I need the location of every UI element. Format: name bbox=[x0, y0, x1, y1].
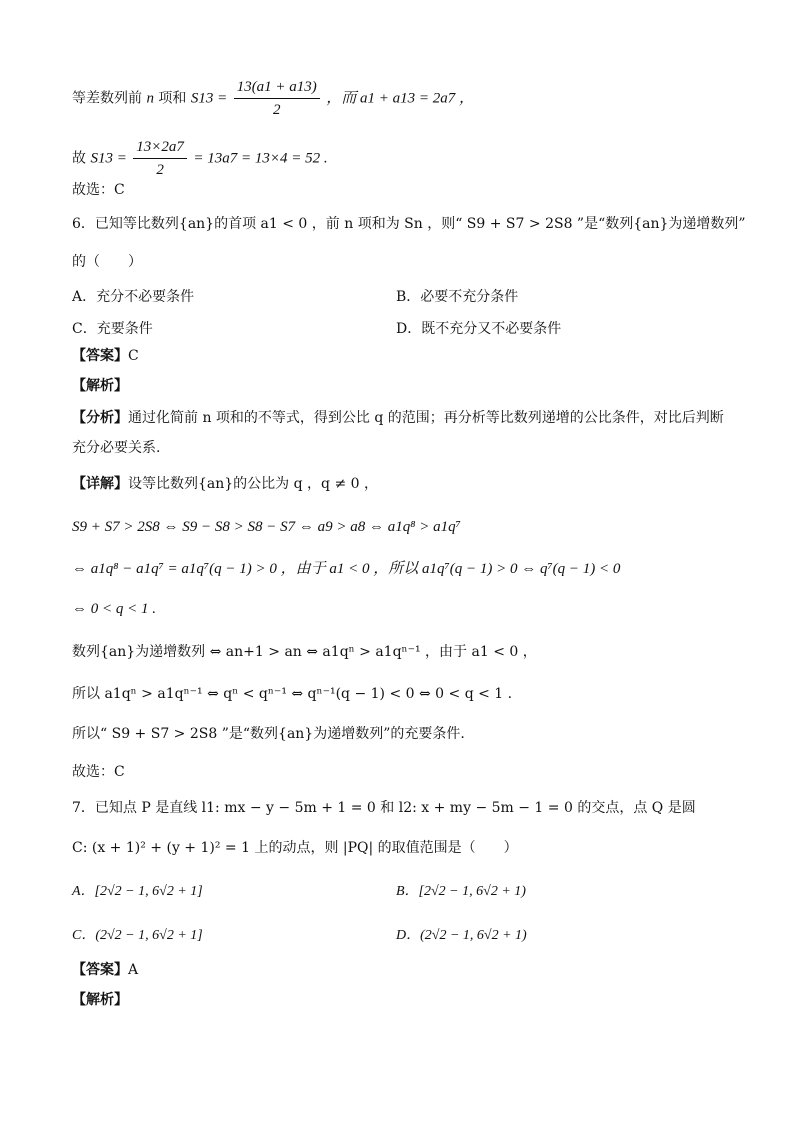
q6-equation-6: 所以“ S9 + S7 > 2S8 ”是“数列{an}为递增数列”的充要条件. bbox=[72, 726, 465, 742]
q7-answer: 【答案】A bbox=[72, 962, 139, 978]
q6-answer: 【答案】C bbox=[72, 348, 139, 364]
q7-option-a: A．[2√2 − 1, 6√2 + 1] bbox=[72, 884, 203, 899]
q6-equation-4: 数列{an}为递增数列 ⇔ an+1 > an ⇔ a1qⁿ > a1qⁿ⁻¹ ，由于 a1 < 0 ， bbox=[72, 644, 537, 660]
q6-fenxi-line-2: 充分必要关系. bbox=[72, 440, 161, 456]
choose-line: 故选：C bbox=[72, 182, 125, 198]
q6-equation-2: ⇔ a1q⁸ − a1q⁷ = a1q⁷(q − 1) > 0 ，由于 a1 < 0 ，所以 a1q⁷(q − 1) > 0 ⇔ q⁷(q − 1) < 0 bbox=[72, 561, 621, 577]
q6-option-d: D．既不充分又不必要条件 bbox=[396, 321, 562, 337]
derivation-line-1: 等差数列前 n 项和 S13 = $\frac{13(a1 + a13)}{2}$ ，而 a1 + a13 = 2a7 ， bbox=[72, 79, 475, 118]
q7-stem-line-2: C: (x + 1)² + (y + 1)² = 1 上的动点，则 |PQ| 的取值范围是（ ） bbox=[72, 840, 518, 856]
q6-detail-line: 【详解】设等比数列{an}的公比为 q ，q ≠ 0 ， bbox=[72, 476, 378, 492]
fraction: $\frac{13\times 2a7}{2}$ bbox=[133, 138, 187, 179]
q6-option-a: A．充分不必要条件 bbox=[72, 289, 195, 305]
q6-analysis-heading: 【解析】 bbox=[72, 378, 128, 394]
q6-equation-1: S9 + S7 > 2S8 ⇔ S9 − S8 > S8 − S7 ⇔ a9 > a8 ⇔ a1q⁸ > a1q⁷ bbox=[72, 519, 461, 535]
q6-equation-5: 所以 a1qⁿ > a1qⁿ⁻¹ ⇔ qⁿ < qⁿ⁻¹ ⇔ qⁿ⁻¹(q − 1) < 0 ⇔ 0 < q < 1 . bbox=[72, 686, 513, 702]
q6-stem-line-2: 的（ ） bbox=[72, 254, 142, 270]
q6-option-b: B．必要不充分条件 bbox=[396, 289, 519, 305]
q7-option-b: B．[2√2 − 1, 6√2 + 1) bbox=[396, 884, 526, 899]
q6-option-c: C．充要条件 bbox=[72, 321, 153, 337]
q6-equation-3: ⇔ 0 < q < 1 . bbox=[72, 601, 156, 617]
derivation-line-2: 故 S13 = $\frac{13\times 2a7}{2}$ = 13a7 = 13×4 = 52 . bbox=[72, 139, 328, 178]
q7-option-d: D．(2√2 − 1, 6√2 + 1) bbox=[396, 928, 527, 943]
q7-analysis-heading: 【解析】 bbox=[72, 992, 128, 1008]
q7-stem-line-1: 7．已知点 P 是直线 l1: mx − y − 5m + 1 = 0 和 l2: x + my − 5m − 1 = 0 的交点，点 Q 是圆 bbox=[72, 800, 696, 816]
q6-choose-line: 故选：C bbox=[72, 764, 125, 780]
q6-fenxi-line-1: 【分析】通过化简前 n 项和的不等式，得到公比 q 的范围；再分析等比数列递增的公比条件，对比后判断 bbox=[72, 410, 724, 426]
fraction: $\frac{13(a1 + a13)}{2}$ bbox=[234, 78, 320, 119]
q7-option-c: C．(2√2 − 1, 6√2 + 1] bbox=[72, 928, 203, 943]
q6-stem-line-1: 6．已知等比数列{an}的首项 a1 < 0 ，前 n 项和为 Sn ，则“ S9 + S7 > 2S8 ”是“数列{an}为递增数列” bbox=[72, 216, 746, 232]
